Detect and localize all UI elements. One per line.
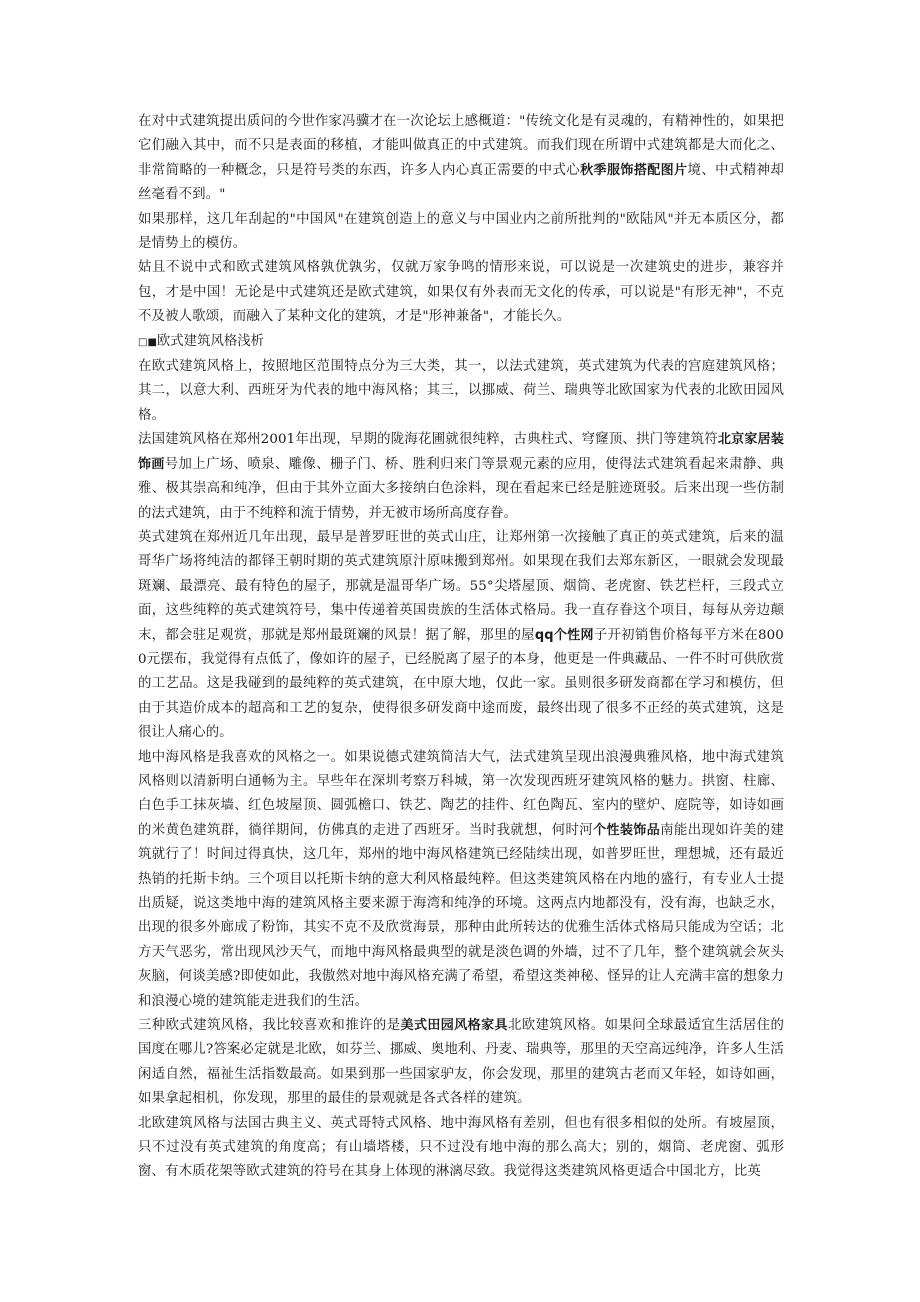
paragraph xyxy=(138,355,784,428)
highlighted-keyword: 个性装饰品 xyxy=(593,822,661,838)
paragraph-text: 如果那样，这几年刮起的"中国风"在建筑创造上的意义与中国业内之前所批判的"欧陆风"并无本质区分，都是情势上的模仿。 xyxy=(138,211,784,252)
highlighted-keyword: 秋季服饰搭配图片 xyxy=(580,162,688,178)
paragraph xyxy=(138,526,784,746)
paragraph-text: 地中海风格是我喜欢的风格之一。如果说德式建筑简洁大气，法式建筑呈现出浪漫典雅风格，地中海式建筑风格则以清新明白通畅为主。早些年在深圳考察万科城，第一次发现西班牙建筑风格的魅力。拱窗、柱廊、白色手工抹灰墙、红色坡屋顶、圆弧檐口、铁艺、陶艺的挂件、红色陶瓦、室内的壁炉、庭院等，如诗如画的米黄色建筑群，徜徉期间，仿佛真的走进了西班牙。当时我就想，何时河 xyxy=(138,749,784,838)
paragraph xyxy=(138,208,784,257)
paragraph-text: 子开初销售价格每平方米在8000元摆布，我觉得有点低了，像如许的屋子，已经脱离了屋子的本身，他更是一件典藏品、一件不时可供欣赏的工艺品。这是我碰到的最纯粹的英式建筑，在中原大地，仅此一家。虽则很多研发商都在学习和模仿，但由于其造价成本的超高和工艺的复杂，使得很多研发商中途而废，最终出现了很多不正经的英式建筑，这是很让人痛心的。 xyxy=(138,627,784,741)
paragraph-text: 英式建筑在郑州近几年出现，最早是普罗旺世的英式山庄，让郑州第一次接触了真正的英式建筑，后来的温哥华广场将纯洁的都铎王朝时期的英式建筑原汁原味搬到郑州。如果现在我们去郑东新区，一眼就会发现最斑斓、最漂亮、最有特色的屋子，那就是温哥华广场。55°尖塔屋顶、烟筒、老虎窗、铁艺栏杆，三段式立面，这些纯粹的英式建筑符号，集中传递着英国贵族的生活体式格局。我一直存眷这个项目，每每从旁边颠末，都会驻足观赏，那就是郑州最斑斓的风景！据了解，那里的屋 xyxy=(138,529,784,643)
intro-section xyxy=(138,110,784,330)
highlighted-keyword: qq个性网 xyxy=(534,627,594,643)
document-page xyxy=(138,110,784,1185)
paragraph xyxy=(138,256,784,329)
paragraph xyxy=(138,746,784,1014)
heading-text: 欧式建筑风格浅析 xyxy=(156,333,265,349)
paragraph-text: 北欧建筑风格与法国古典主义、英式哥特式风格、地中海风格有差别，但也有很多相似的处所。有坡屋顶，只不过没有英式建筑的角度高；有山墙塔楼，只不过没有地中海的那么高大；别的，烟筒、老虎窗、弧形窗、有木质花架等欧式建筑的符号在其身上体现的淋漓尽致。我觉得这类建筑风格更适合中国北方，比英 xyxy=(138,1115,784,1180)
heading-bullet-icon: □■ xyxy=(138,336,157,348)
paragraph-text: 在对中式建筑提出质问的今世作家冯骥才在一次论坛上感概道："传统文化是有灵魂的，有精神性的，如果把它们融入其中，而不只是表面的移植，才能叫做真正的中式建筑。而我们现在所谓中式建筑都是大而化之、非常简略的一种概念，只是符号类的东西，许多人内心真正需要的中式心 xyxy=(138,114,784,178)
paragraph-text: 南能出现如许美的建筑就行了！时间过得真快，这几年，郑州的地中海风格建筑已经陆续出现，如普罗旺世，理想城，还有最近热销的托斯卡纳。三个项目以托斯卡纳的意大利风格最纯粹。但这类建筑风格在内地的盛行，有专业人士提出质疑，说这类地中海的建筑风格主要来源于海湾和纯净的环境。这两点内地都没有，没有海，也缺乏水，出现的很多外廊成了粉饰，其实不克不及欣赏海景，那种由此所转达的优雅生活体式格局只能成为空话；北方天气恶劣，常出现风沙天气，而地中海风格最典型的就是淡色调的外墙，过不了几年，整个建筑就会灰头灰脑，何谈美感?即使如此，我傲然对地中海风格充满了希望，希望这类神秘、怪异的让人充满丰富的想象力和浪漫心境的建筑能走进我们的生活。 xyxy=(138,822,784,1009)
paragraph-text: 号加上广场、喷泉、雕像、栅子门、桥、胜利归来门等景观元素的应用，使得法式建筑看起来肃静、典雅、极其崇高和纯净，但由于其外立面大多接纳白色涂料，现在看起来已经是脏迹斑驳。后来出现一些仿制的法式建筑，由于不纯粹和流于情势，并无被市场所高度存眷。 xyxy=(138,456,784,521)
section-heading xyxy=(138,330,784,355)
highlighted-keyword: 美式田园风格家具 xyxy=(400,1018,508,1034)
paragraph xyxy=(138,110,784,208)
paragraph-text: 姑且不说中式和欧式建筑风格孰优孰劣，仅就万家争鸣的情形来说，可以说是一次建筑史的进步，兼容并包，才是中国！无论是中式建筑还是欧式建筑，如果仅有外表而无文化的传承，可以说是"有形无神"，不克不及被人歌颂，而融入了某种文化的建筑，才是"形神兼备"，才能长久。 xyxy=(138,260,784,325)
paragraph xyxy=(138,1014,784,1112)
paragraph xyxy=(138,428,784,526)
highlighted-keyword: 北京家居装饰画 xyxy=(138,432,784,472)
paragraph-text: 在欧式建筑风格上，按照地区范围特点分为三大类，其一，以法式建筑，英式建筑为代表的宫庭建筑风格；其二，以意大利、西班牙为代表的地中海风格；其三，以挪威、荷兰、瑞典等北欧国家为代表的北欧田园风格。 xyxy=(138,359,784,423)
paragraph-text: 北欧建筑风格。如果问全球最适宜生活居住的国度在哪儿?答案必定就是北欧，如芬兰、挪威、奥地利、丹麦、瑞典等，那里的天空高远纯净，许多人生活闲适自然，福祉生活指数最高。如果到那一些国家驴友，你会发现，那里的建筑古老而又年轻，如诗如画，如果拿起相机，你发现，那里的最佳的景观就是各式各样的建筑。 xyxy=(138,1018,785,1107)
paragraph xyxy=(138,1112,784,1185)
paragraph-text: 境、中式精神却丝毫看不到。" xyxy=(138,162,784,203)
paragraph-text: 法国建筑风格在郑州2001年出现，早期的陇海花圃就很纯粹，古典柱式、穹窿顶、拱门等建筑符 xyxy=(138,432,718,448)
european-styles-section xyxy=(138,355,784,1185)
paragraph-text: 三种欧式建筑风格，我比较喜欢和推许的是 xyxy=(138,1018,401,1034)
